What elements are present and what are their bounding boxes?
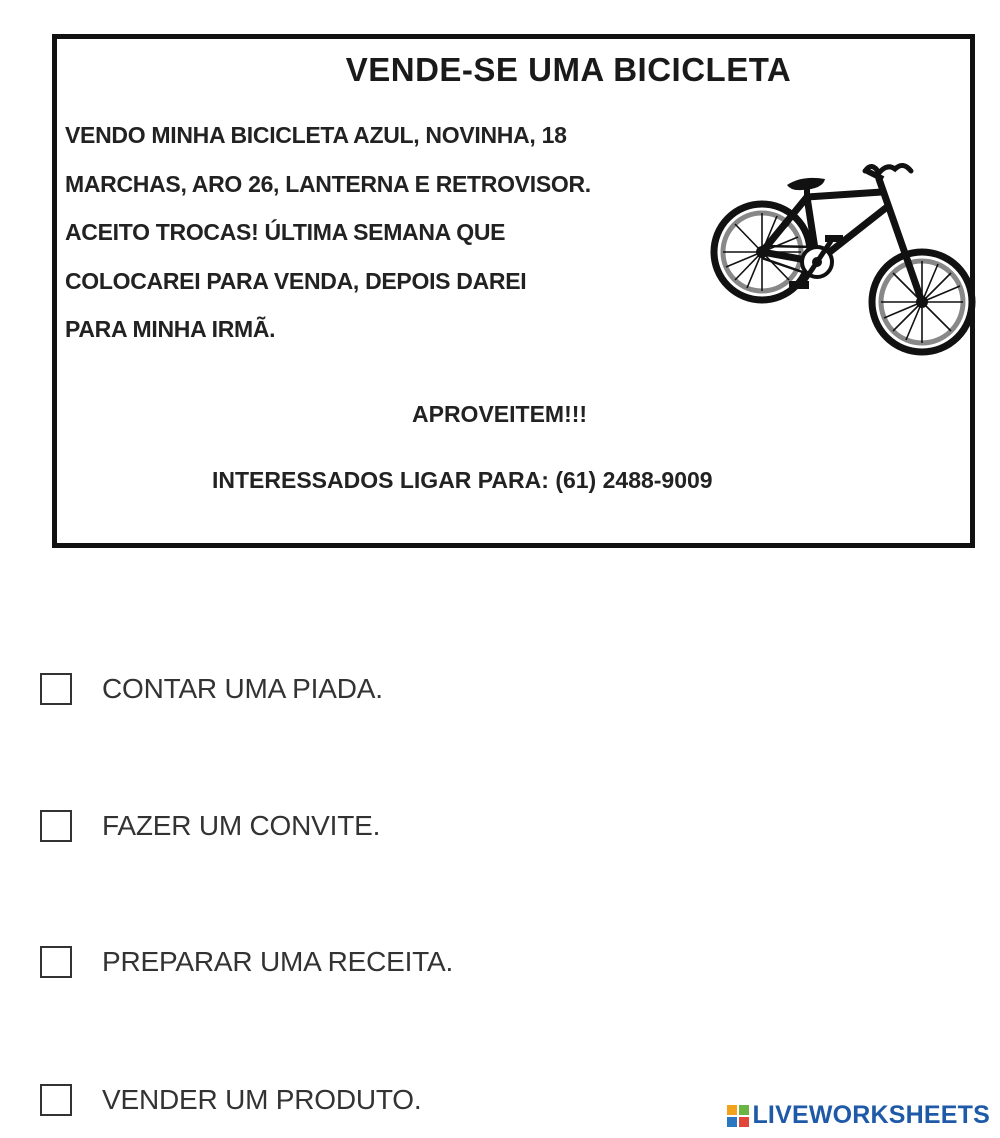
checkbox[interactable] <box>40 810 72 842</box>
option-label: FAZER UM CONVITE. <box>102 810 381 841</box>
option-label: CONTAR UMA PIADA. <box>102 673 383 704</box>
option-fazer-convite[interactable] <box>40 806 380 846</box>
ad-body-line: PARA MINHA IRMÃ. <box>65 316 276 342</box>
option-contar-piada[interactable] <box>40 669 383 709</box>
liveworksheets-logo-icon <box>727 1105 749 1127</box>
option-label: PREPARAR UMA RECEITA. <box>102 946 454 977</box>
ad-call-to-action: APROVEITEM!!! <box>412 401 588 427</box>
ad-title: VENDE-SE UMA BICICLETA <box>345 51 792 88</box>
bicycle-illustration <box>707 157 977 372</box>
ad-body-line: VENDO MINHA BICICLETA AZUL, NOVINHA, 18 <box>65 122 567 148</box>
ad-box <box>52 34 975 548</box>
ad-body-line: ACEITO TROCAS! ÚLTIMA SEMANA QUE <box>65 219 506 245</box>
ad-body <box>65 111 697 354</box>
brand-logo <box>727 1101 990 1130</box>
option-label: VENDER UM PRODUTO. <box>102 1084 422 1115</box>
ad-body-line: MARCHAS, ARO 26, LANTERNA E RETROVISOR. <box>65 170 591 197</box>
ad-contact: INTERESSADOS LIGAR PARA: (61) 2488-9009 <box>212 467 713 493</box>
checkbox[interactable] <box>40 673 72 705</box>
option-vender-produto[interactable] <box>40 1080 421 1120</box>
checkbox[interactable] <box>40 946 72 978</box>
checkbox[interactable] <box>40 1084 72 1116</box>
option-preparar-receita[interactable] <box>40 942 453 982</box>
brand-name: LIVEWORKSHEETS <box>752 1101 990 1129</box>
ad-body-line: COLOCAREI PARA VENDA, DEPOIS DAREI <box>65 267 527 294</box>
